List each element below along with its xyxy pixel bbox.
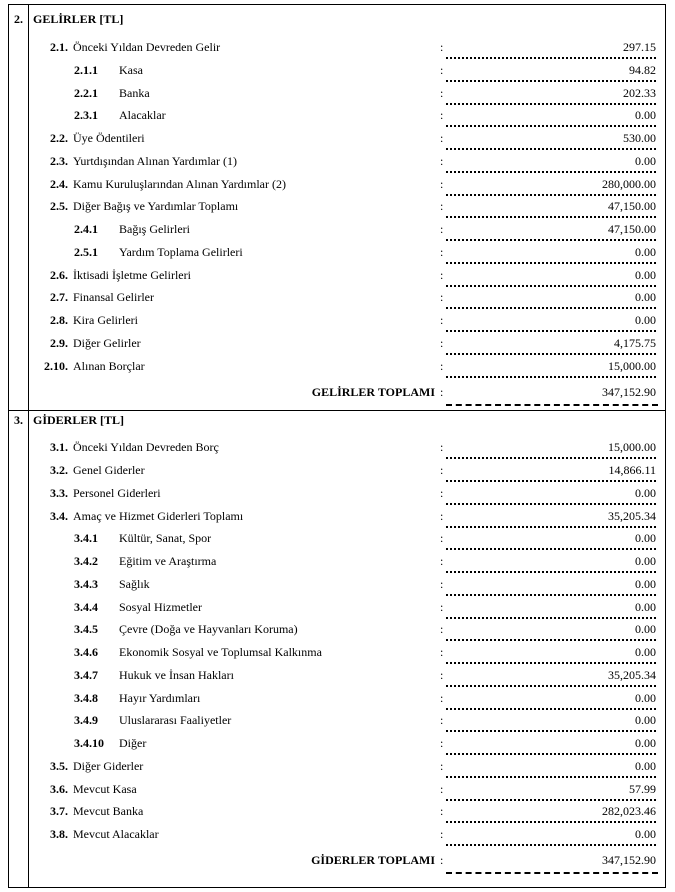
- line-item-number: 3.4.2: [74, 554, 98, 568]
- expenses-line-item: [0, 827, 675, 849]
- line-item-value: 0.00: [635, 599, 656, 614]
- line-item-value: 0.00: [635, 827, 656, 841]
- value-underline: [446, 571, 656, 573]
- value-underline: [446, 57, 656, 59]
- line-item-number: 3.6.: [50, 781, 68, 796]
- line-item-colon: :: [440, 85, 444, 100]
- line-item-label: Hukuk ve İnsan Hakları: [119, 667, 234, 682]
- line-item-number: 3.4.4: [74, 599, 98, 614]
- expense-section-title: GİDERLER [TL]: [33, 413, 125, 428]
- line-item-value: 0.00: [635, 758, 656, 773]
- line-item-label: Diğer Bağış ve Yardımlar Toplamı: [73, 199, 239, 214]
- expenses-line-item: [0, 486, 675, 508]
- expense-total-colon: :: [440, 852, 444, 867]
- value-underline: [446, 171, 656, 173]
- value-underline: [446, 262, 656, 264]
- line-item-label: Diğer Giderler: [73, 758, 144, 773]
- line-item-value: 0.00: [635, 267, 656, 282]
- value-underline: [446, 662, 656, 664]
- line-item-label: Diğer Gelirler: [73, 335, 141, 350]
- line-item-label: Alacaklar: [119, 108, 166, 123]
- line-item-value: 0.00: [635, 554, 656, 568]
- line-item-value: 202.33: [623, 85, 656, 100]
- line-item-number: 3.4.8: [74, 690, 98, 705]
- income-line-item: [0, 359, 675, 381]
- income-section-number: 2.: [14, 12, 23, 26]
- line-item-number: 2.2.: [50, 131, 68, 145]
- line-item-value: 47,150.00: [608, 222, 656, 236]
- line-item-colon: :: [440, 736, 444, 750]
- expenses-line-item: [0, 577, 675, 599]
- line-item-colon: :: [440, 176, 444, 191]
- value-underline: [446, 307, 656, 309]
- line-item-label: Çevre (Doğa ve Hayvanları Koruma): [119, 622, 298, 637]
- expenses-line-item: [0, 713, 675, 735]
- expenses-line-item: [0, 645, 675, 667]
- line-item-value: 0.00: [635, 244, 656, 259]
- expenses-line-item: [0, 463, 675, 485]
- expense-total-row: [0, 853, 675, 875]
- line-item-colon: :: [440, 108, 444, 123]
- line-item-label: Mevcut Alacaklar: [73, 827, 159, 841]
- line-item-colon: :: [440, 131, 444, 145]
- line-item-label: Yurtdışından Alınan Yardımlar (1): [73, 153, 237, 168]
- value-underline: [446, 330, 656, 332]
- line-item-colon: :: [440, 358, 444, 373]
- value-underline: [446, 708, 656, 710]
- line-item-colon: :: [440, 199, 444, 214]
- line-item-colon: :: [440, 804, 444, 819]
- value-underline: [446, 103, 656, 105]
- line-item-number: 3.4.1: [74, 531, 98, 546]
- income-line-item: [0, 199, 675, 221]
- line-item-number: 2.4.: [50, 176, 68, 191]
- income-total-value: 347,152.90: [602, 385, 656, 400]
- line-item-colon: :: [440, 531, 444, 546]
- value-underline: [446, 844, 656, 846]
- value-underline: [446, 753, 656, 755]
- line-item-value: 0.00: [635, 713, 656, 728]
- expenses-line-item: [0, 782, 675, 804]
- income-total-label: GELİRLER TOPLAMI: [311, 385, 435, 400]
- line-item-value: 0.00: [635, 153, 656, 168]
- value-underline: [446, 148, 656, 150]
- line-item-colon: :: [440, 508, 444, 523]
- line-item-number: 2.5.: [50, 199, 68, 214]
- line-item-colon: :: [440, 463, 444, 477]
- expenses-line-item: [0, 600, 675, 622]
- line-item-number: 3.2.: [50, 463, 68, 477]
- value-underline: [446, 125, 656, 127]
- income-line-item: [0, 313, 675, 335]
- income-line-item: [0, 336, 675, 358]
- line-item-label: Uluslararası Faaliyetler: [119, 713, 232, 728]
- line-item-label: Bağış Gelirleri: [119, 222, 190, 236]
- line-item-label: Önceki Yıldan Devreden Gelir: [73, 40, 221, 54]
- value-underline: [446, 799, 656, 801]
- line-item-colon: :: [440, 440, 444, 455]
- line-item-label: Banka: [119, 85, 150, 100]
- line-item-label: Personel Giderleri: [73, 485, 161, 500]
- line-item-number: 2.9.: [50, 335, 68, 350]
- value-underline: [446, 503, 656, 505]
- expenses-line-item: [0, 554, 675, 576]
- expenses-line-item: [0, 691, 675, 713]
- value-underline: [446, 480, 656, 482]
- line-item-number: 2.4.1: [74, 222, 98, 236]
- line-item-value: 94.82: [629, 62, 656, 77]
- line-item-value: 35,205.34: [608, 667, 656, 682]
- line-item-colon: :: [440, 290, 444, 305]
- line-item-label: Alınan Borçlar: [73, 358, 145, 373]
- line-item-label: Üye Ödentileri: [73, 131, 145, 145]
- line-item-label: Yardım Toplama Gelirleri: [119, 244, 243, 259]
- line-item-label: Kamu Kuruluşlarından Alınan Yardımlar (2): [73, 176, 286, 191]
- line-item-colon: :: [440, 40, 444, 54]
- line-item-value: 0.00: [635, 622, 656, 637]
- line-item-value: 0.00: [635, 690, 656, 705]
- line-item-value: 0.00: [635, 576, 656, 591]
- line-item-label: Genel Giderler: [73, 463, 145, 477]
- line-item-number: 3.8.: [50, 827, 68, 841]
- line-item-label: Amaç ve Hizmet Giderleri Toplamı: [73, 508, 244, 523]
- expenses-line-item: [0, 509, 675, 531]
- income-total-colon: :: [440, 385, 444, 400]
- expenses-line-item: [0, 804, 675, 826]
- line-item-number: 2.5.1: [74, 244, 98, 259]
- line-item-value: 282,023.46: [602, 804, 656, 819]
- income-line-item: [0, 86, 675, 108]
- expenses-line-item: [0, 736, 675, 758]
- value-underline: [446, 457, 656, 459]
- line-item-value: 15,000.00: [608, 358, 656, 373]
- line-item-value: 0.00: [635, 645, 656, 659]
- income-line-item: [0, 290, 675, 312]
- value-underline: [446, 376, 656, 378]
- expense-section-header: [0, 413, 675, 435]
- line-item-number: 3.4.7: [74, 667, 98, 682]
- line-item-number: 2.6.: [50, 267, 68, 282]
- line-item-value: 530.00: [623, 131, 656, 145]
- income-line-item: [0, 108, 675, 130]
- value-underline: [446, 194, 656, 196]
- line-item-value: 0.00: [635, 736, 656, 750]
- value-underline: [446, 239, 656, 241]
- expense-total-value: 347,152.90: [602, 852, 656, 867]
- line-item-label: Hayır Yardımları: [119, 690, 201, 705]
- line-item-number: 3.4.: [50, 508, 68, 523]
- expenses-line-item: [0, 759, 675, 781]
- section-separator: [8, 410, 666, 411]
- expenses-line-item: [0, 668, 675, 690]
- line-item-number: 3.5.: [50, 758, 68, 773]
- income-line-item: [0, 222, 675, 244]
- line-item-colon: :: [440, 222, 444, 236]
- line-item-number: 2.8.: [50, 313, 68, 327]
- line-item-colon: :: [440, 335, 444, 350]
- line-item-label: Sosyal Hizmetler: [119, 599, 202, 614]
- value-underline: [446, 548, 656, 550]
- line-item-label: İktisadi İşletme Gelirleri: [73, 267, 191, 282]
- line-item-colon: :: [440, 576, 444, 591]
- income-total-row: [0, 385, 675, 407]
- value-underline: [446, 639, 656, 641]
- expenses-line-item: [0, 440, 675, 462]
- line-item-colon: :: [440, 645, 444, 659]
- line-item-colon: :: [440, 244, 444, 259]
- expenses-line-item: [0, 622, 675, 644]
- income-line-item: [0, 131, 675, 153]
- line-item-colon: :: [440, 667, 444, 682]
- line-item-number: 3.4.5: [74, 622, 98, 637]
- value-underline: [446, 776, 656, 778]
- value-underline: [446, 685, 656, 687]
- line-item-label: Ekonomik Sosyal ve Toplumsal Kalkınma: [119, 645, 322, 659]
- line-item-value: 297.15: [623, 40, 656, 54]
- income-line-item: [0, 63, 675, 85]
- line-item-colon: :: [440, 713, 444, 728]
- line-item-number: 3.4.10: [74, 736, 104, 750]
- line-item-number: 2.7.: [50, 290, 68, 305]
- value-underline: [446, 285, 656, 287]
- line-item-number: 3.1.: [50, 440, 68, 455]
- income-section-title: GELİRLER [TL]: [33, 12, 124, 26]
- line-item-label: Mevcut Kasa: [73, 781, 137, 796]
- total-dashed-underline: [446, 404, 658, 406]
- line-item-label: Finansal Gelirler: [73, 290, 154, 305]
- value-underline: [446, 594, 656, 596]
- line-item-value: 4,175.75: [614, 335, 656, 350]
- income-line-item: [0, 268, 675, 290]
- expense-section-number: 3.: [14, 413, 23, 428]
- income-line-item: [0, 245, 675, 267]
- line-item-number: 2.3.1: [74, 108, 98, 123]
- line-item-label: Önceki Yıldan Devreden Borç: [73, 440, 219, 455]
- value-underline: [446, 730, 656, 732]
- line-item-label: Mevcut Banka: [73, 804, 144, 819]
- value-underline: [446, 353, 656, 355]
- value-underline: [446, 526, 656, 528]
- line-item-colon: :: [440, 690, 444, 705]
- line-item-value: 57.99: [629, 781, 656, 796]
- line-item-number: 2.3.: [50, 153, 68, 168]
- line-item-colon: :: [440, 758, 444, 773]
- line-item-value: 47,150.00: [608, 199, 656, 214]
- value-underline: [446, 821, 656, 823]
- income-section-header: [0, 12, 675, 34]
- line-item-number: 3.7.: [50, 804, 68, 819]
- line-item-value: 0.00: [635, 290, 656, 305]
- line-item-colon: :: [440, 622, 444, 637]
- line-item-colon: :: [440, 153, 444, 168]
- line-item-colon: :: [440, 485, 444, 500]
- line-item-number: 2.10.: [44, 358, 68, 373]
- line-item-value: 280,000.00: [602, 176, 656, 191]
- line-item-label: Kültür, Sanat, Spor: [119, 531, 212, 546]
- line-item-number: 2.1.: [50, 40, 68, 54]
- income-line-item: [0, 154, 675, 176]
- line-item-number: 3.4.3: [74, 576, 98, 591]
- line-item-label: Diğer: [119, 736, 147, 750]
- income-line-item: [0, 40, 675, 62]
- value-underline: [446, 80, 656, 82]
- line-item-colon: :: [440, 313, 444, 327]
- line-item-number: 2.2.1: [74, 85, 98, 100]
- line-item-colon: :: [440, 599, 444, 614]
- expense-total-label: GİDERLER TOPLAMI: [311, 852, 435, 867]
- line-item-value: 35,205.34: [608, 508, 656, 523]
- line-item-number: 3.3.: [50, 485, 68, 500]
- value-underline: [446, 617, 656, 619]
- line-item-value: 15,000.00: [608, 440, 656, 455]
- line-item-label: Kasa: [119, 62, 143, 77]
- line-item-number: 3.4.9: [74, 713, 98, 728]
- line-item-number: 3.4.6: [74, 645, 98, 659]
- line-item-colon: :: [440, 554, 444, 568]
- line-item-value: 14,866.11: [608, 463, 656, 477]
- line-item-value: 0.00: [635, 531, 656, 546]
- value-underline: [446, 216, 656, 218]
- line-item-value: 0.00: [635, 485, 656, 500]
- line-item-colon: :: [440, 62, 444, 77]
- line-item-colon: :: [440, 781, 444, 796]
- line-item-colon: :: [440, 267, 444, 282]
- income-line-item: [0, 177, 675, 199]
- expenses-line-item: [0, 531, 675, 553]
- line-item-value: 0.00: [635, 313, 656, 327]
- line-item-colon: :: [440, 827, 444, 841]
- line-item-label: Sağlık: [119, 576, 150, 591]
- line-item-label: Kira Gelirleri: [73, 313, 138, 327]
- line-item-value: 0.00: [635, 108, 656, 123]
- line-item-number: 2.1.1: [74, 62, 98, 77]
- line-item-label: Eğitim ve Araştırma: [119, 554, 217, 568]
- total-dashed-underline: [446, 872, 658, 874]
